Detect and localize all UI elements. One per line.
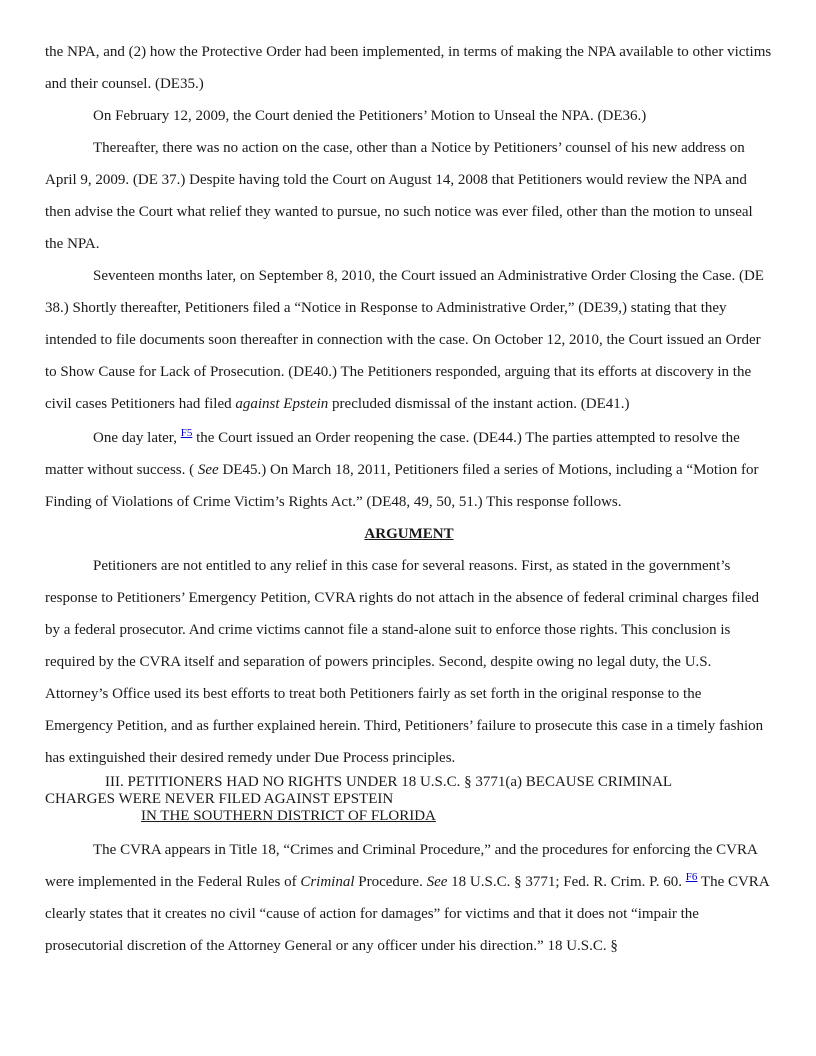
emphasis-text: See — [197, 462, 219, 478]
text-run: DE45.) On March 18, 2011, Petitioners filed a series of Motions, including a “Motion for Finding of Violations of Crime Victim’s Rights Act.” (DE48, 49, 50, 51.) This response follows. — [45, 462, 759, 510]
paragraph-cvra — [45, 834, 773, 962]
paragraph-de37: Thereafter, there was no action on the case, other than a Notice by Petitioners’ counsel of his new address on April 9, 2009. (DE 37.) Despite having told the Court on August 14, 2008 that Petitioners would review the NPA and then advise the Court what relief they wanted to pursue, no such notice was ever filed, other than the motion to unseal the NPA. — [45, 140, 753, 252]
text-run: One day later, — [93, 430, 181, 446]
text-run: The CVRA clearly states that it creates no civil “cause of action for damages” for victims and that it does not “impair the prosecutorial discretion of the Attorney General or any officer under his direction.” 18 U.S.C. § — [45, 874, 769, 954]
text-run: The CVRA appears in Title 18, “Crimes and Criminal Procedure,” and the procedures for enforcing the CVRA were implemented in the Federal Rules of — [45, 842, 758, 890]
paragraph-de38-de41 — [45, 260, 773, 420]
emphasis-text: against Epstein — [235, 396, 329, 412]
section-heading-line: III. PETITIONERS HAD NO RIGHTS UNDER 18 U.S.C. § 3771(a) BECAUSE CRIMINAL — [105, 774, 673, 790]
text-run: Seventeen months later, on September 8, 2010, the Court issued an Administrative Order Closing the Case. (DE 38.) Shortly thereafter, Petitioners filed a “Notice in Response to Administrative Order,” (DE39,) stating that they intended to file documents soon thereafter in connection with the case. On October 12, 2010, the Court issued an Order to Show Cause for Lack of Prosecution. (DE40.) The Petitioners responded, arguing that its efforts at discovery in the civil cases Petitioners had filed — [45, 268, 764, 412]
text-run: precluded dismissal of the instant action. (DE41.) — [328, 396, 630, 412]
emphasis-text: Criminal — [300, 874, 355, 890]
footnote-link-f5[interactable]: F5 — [180, 427, 193, 439]
text-run: the Court issued an Order reopening the case. (DE44.) The parties attempted to resolve the matter without success. ( — [45, 430, 740, 478]
emphasis-text: See — [426, 874, 448, 890]
paragraph-argument-summary: Petitioners are not entitled to any relief in this case for several reasons. First, as stated in the government’s response to Petitioners’ Emergency Petition, CVRA rights do not attach in the absence of federal criminal charges filed by a federal prosecutor. And crime victims cannot file a stand-alone suit to enforce those rights. This conclusion is required by the CVRA itself and separation of powers principles. Second, despite owing no legal duty, the U.S. Attorney’s Office used its best efforts to treat both Petitioners fairly as set forth in the original response to the Emergency Petition, and as further explained herein. Third, Petitioners’ failure to prosecute this case in a timely fashion has extinguished their desired remedy under Due Process principles. — [45, 558, 764, 766]
section-heading-line: CHARGES WERE NEVER FILED AGAINST EPSTEIN — [45, 791, 394, 807]
text-run: Procedure. — [354, 874, 427, 890]
text-run: 18 U.S.C. § 3771; Fed. R. Crim. P. 60. — [447, 874, 686, 890]
paragraph-de35: the NPA, and (2) how the Protective Order had been implemented, in terms of making the NPA available to other victims and their counsel. (DE35.) — [45, 44, 772, 92]
section-heading-line: IN THE SOUTHERN DISTRICT OF FLORIDA — [141, 808, 436, 824]
argument-heading: ARGUMENT — [364, 526, 454, 542]
paragraph-de44-de51 — [45, 422, 773, 518]
footnote-link-f6[interactable]: F6 — [685, 871, 698, 883]
section-heading-iii — [45, 774, 773, 825]
paragraph-de36: On February 12, 2009, the Court denied the Petitioners’ Motion to Unseal the NPA. (DE36.) — [93, 108, 647, 124]
document-page — [45, 36, 773, 962]
